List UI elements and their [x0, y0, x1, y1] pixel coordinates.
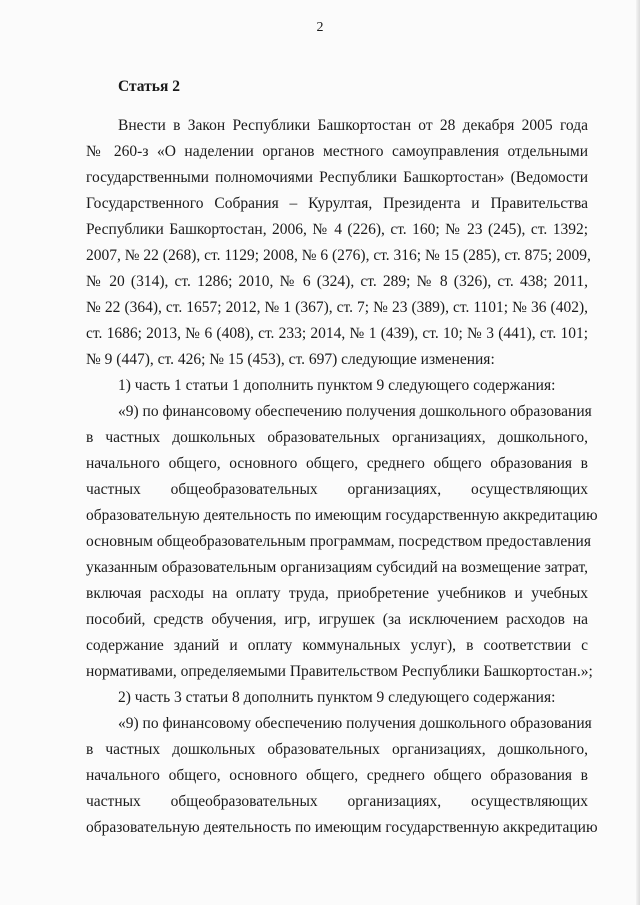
- text-line: в частных дошкольных образовательных организациях, дошкольного,: [86, 741, 588, 758]
- text-line: частных общеобразовательных организациях, осуществляющих: [86, 481, 588, 498]
- text-line: 2007, № 22 (268), ст. 1129; 2008, № 6 (276), ст. 316; № 15 (285), ст. 875; 2009,: [86, 247, 591, 264]
- text-line: № 20 (314), ст. 1286; 2010, № 6 (324), ст. 289; № 8 (326), ст. 438; 2011,: [86, 273, 588, 290]
- text-line: Внести в Закон Республики Башкортостан от 28 декабря 2005 года: [118, 117, 588, 134]
- text-line: образовательную деятельность по имеющим государственную аккредитацию: [86, 507, 598, 524]
- text-line: указанным образовательным организациям субсидий на возмещение затрат,: [86, 559, 588, 576]
- text-line: нормативами, определяемыми Правительством Республики Башкортостан.»;: [86, 663, 593, 680]
- text-line: основным общеобразовательным программам, посредством предоставления: [86, 533, 591, 550]
- page-number: 2: [316, 20, 324, 35]
- text-line: «9) по финансовому обеспечению получения дошкольного образования: [118, 403, 592, 420]
- text-line: пособий, средств обучения, игр, игрушек (за исключением расходов на: [86, 611, 588, 628]
- text-line: № 9 (447), ст. 426; № 15 (453), ст. 697) следующие изменения:: [86, 351, 495, 368]
- text-line: ст. 1686; 2013, № 6 (408), ст. 233; 2014, № 1 (439), ст. 10; № 3 (441), ст. 101;: [86, 325, 588, 342]
- article-heading: Статья 2: [118, 78, 180, 95]
- text-line: начального общего, основного общего, среднего общего образования в: [86, 455, 588, 472]
- page-edge-shadow: [636, 0, 640, 905]
- text-line: Государственного Собрания – Курултая, Президента и Правительства: [86, 195, 588, 212]
- text-line: частных общеобразовательных организациях, осуществляющих: [86, 793, 588, 810]
- text-line: 1) часть 1 статьи 1 дополнить пунктом 9 следующего содержания:: [118, 377, 556, 394]
- text-line: № 260-з «О наделении органов местного самоуправления отдельными: [86, 143, 588, 160]
- text-line: начального общего, основного общего, среднего общего образования в: [86, 767, 588, 784]
- text-line: № 22 (364), ст. 1657; 2012, № 1 (367), ст. 7; № 23 (389), ст. 1101; № 36 (402),: [86, 299, 588, 316]
- text-line: включая расходы на оплату труда, приобретение учебников и учебных: [86, 585, 588, 602]
- text-line: государственными полномочиями Республики Башкортостан» (Ведомости: [86, 169, 588, 186]
- text-line: Республики Башкортостан, 2006, № 4 (226), ст. 160; № 23 (245), ст. 1392;: [86, 221, 588, 238]
- text-line: содержание зданий и оплату коммунальных услуг), в соответствии с: [86, 637, 588, 654]
- text-line: «9) по финансовому обеспечению получения дошкольного образования: [118, 715, 592, 732]
- text-line: в частных дошкольных образовательных организациях, дошкольного,: [86, 429, 588, 446]
- text-line: образовательную деятельность по имеющим государственную аккредитацию: [86, 819, 598, 836]
- text-line: 2) часть 3 статьи 8 дополнить пунктом 9 следующего содержания:: [118, 689, 556, 706]
